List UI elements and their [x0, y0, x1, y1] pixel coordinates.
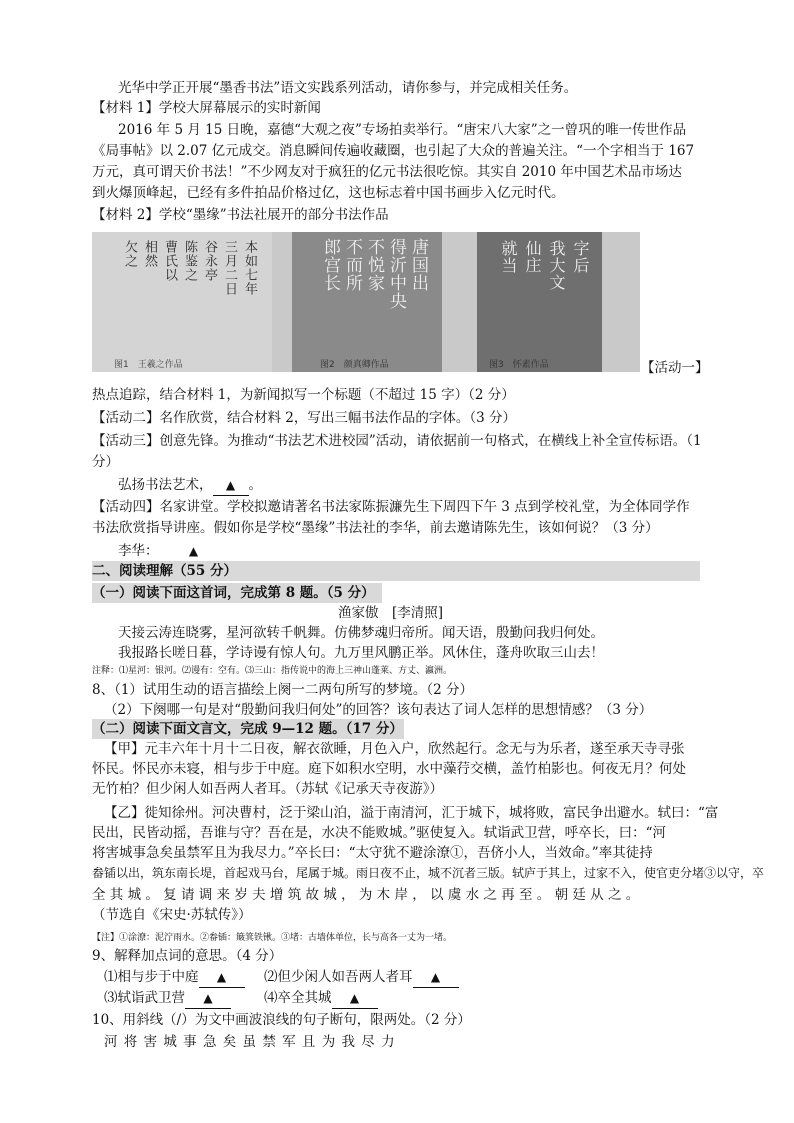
passage-jia-line: 怀民。怀民亦未寝，相与步于中庭。庭下如积水空明，水中藻荇交横，盖竹柏影也。何夜无月？何处 [92, 761, 686, 777]
answer-marker: ▲ [225, 478, 236, 492]
activity4-text: 书法欣赏指导讲座。假如你是学校“墨缘”书法社的李华，前去邀请陈先生，该如何说？（3 分） [92, 520, 659, 536]
calligraphy-column: 就当 [499, 240, 518, 274]
calligraphy-column: 谷永亭 [202, 240, 217, 282]
q9-item-1 [104, 967, 245, 988]
q9-item-text: ⑶轼诣武卫营 [104, 990, 185, 1006]
answer-marker: ▲ [203, 991, 213, 1005]
q9-item-text: ⑷卒全其城 [264, 990, 332, 1006]
answer-marker: ▲ [216, 970, 227, 984]
activity4-answer-blank[interactable] [159, 541, 229, 562]
calligraphy-column: 陈鉴之 [182, 240, 197, 282]
question-9: 9、解释加点词的意思。（4 分） [92, 948, 283, 964]
activity3-slogan [118, 475, 262, 496]
q9-answer-blank[interactable] [413, 967, 459, 988]
calligraphy-column: 仙庄 [523, 240, 542, 274]
calligraphy-column: 我大文 [547, 240, 566, 291]
poem-line: 天接云涛连晓雾，星河欲转千帆舞。仿佛梦魂归帝所。闻天语，殷勤问我归何处。 [118, 625, 604, 641]
calligraphy-column: 三月二日 [222, 240, 237, 296]
slogan-suffix: 。 [248, 477, 262, 493]
material1-line: 到火爆顶峰起，已经有多件拍品价格过亿，这也标志着中国书画步入亿元时代。 [92, 185, 565, 201]
passage-note: 【注】①涂潦：泥泞雨水。②畚锸：簸箕铁锹。③堵：古墙体单位，长与高各一丈为一堵。 [92, 933, 453, 943]
question-8-2: （2）下阕哪一句是对“殷勤问我归何处”的回答？该句表达了词人怎样的思想情感？（3 分） [104, 702, 653, 718]
activity1-text: 热点追踪，结合材料 1，为新闻拟写一个标题（不超过 15 字）（2 分） [92, 387, 515, 403]
calligraphy-column: 不而所 [342, 238, 362, 292]
calligraphy-column: 郎宫长 [320, 238, 340, 292]
activity1-label: 【活动一】 [641, 360, 709, 376]
calligraphy-column: 不悦家 [364, 238, 384, 292]
figure1-image [92, 232, 272, 372]
part2-heading: （二）阅读下面文言文，完成 9—12 题。（17 分） [92, 721, 403, 737]
figure2-caption: 图2 颜真卿作品 [320, 360, 389, 370]
figure2-image [292, 232, 442, 372]
speaker-label: 李华： [118, 543, 159, 559]
q9-item-4 [264, 988, 378, 1009]
material1-line: 《局事帖》以 2.07 亿元成交。消息瞬间传遍收藏圈，也引起了大众的普遍关注。“一个字相当于 167 [92, 143, 695, 159]
answer-marker: ▲ [188, 544, 199, 558]
passage-yi-line: 全 其 城 。 复 请 调 来 岁 夫 增 筑 故 城 ， 为 木 岸 ， 以 虞 水 之 再 至 。 朝 廷 从 之 。 [92, 887, 640, 903]
part1-heading: （一）阅读下面这首词，完成第 8 题。（5 分） [92, 583, 382, 603]
q9-item-text: ⑵但少闲人如吾两人者耳 [264, 969, 413, 985]
calligraphy-column: 得沂中央 [386, 238, 406, 310]
section2-heading: 二、阅读理解（55 分） [92, 561, 700, 581]
material2-title: 【材料 2】学校“墨缘”书法社展开的部分书法作品 [92, 207, 389, 223]
activity3-text: 【活动三】创意先锋。为推动“书法艺术进校园”活动，请依据前一句格式，在横线上补全宣传标语。（1 [92, 433, 702, 449]
calligraphy-column: 相然 [142, 240, 157, 268]
q9-item-3 [104, 988, 231, 1009]
q10-sentence: 河 将 害 城 事 急 矣 虽 禁 军 且 为 我 尽 力 [104, 1034, 396, 1050]
slogan-answer-blank[interactable] [213, 475, 249, 496]
poem-note: 注释：⑴星河：银河。⑵谩有：空有。⑶三山：指传说中的海上三神山蓬莱、方丈、瀛洲。 [92, 666, 453, 676]
passage-yi-line: 畚锸以出，筑东南长堤，首起戏马台，尾属于城。雨日夜不止，城不沉者三版。轼庐于其上，过家不入，使官吏分堵③以守，卒 [92, 866, 765, 880]
figure1-caption: 图1 王羲之作品 [114, 360, 183, 370]
passage-yi-line: 【乙】徙知徐州。河决曹村，泛于梁山泊，溢于南清河，汇于城下，城将败，富民争出避水。轼曰：“富 [104, 805, 719, 821]
poem-line: 我报路长嗟日暮，学诗谩有惊人句。九万里风鹏正举。风休住，蓬舟吹取三山去！ [118, 645, 604, 661]
calligraphy-column: 曹氏以 [162, 240, 177, 282]
q9-answer-blank[interactable] [185, 988, 231, 1009]
activity3-text: 分） [92, 454, 119, 470]
question-8-1: 8、（1）试用生动的语言描绘上阕一二两句所写的梦境。（2 分） [92, 682, 474, 698]
material1-line: 2016 年 5 月 15 日晚，嘉德“大观之夜”专场拍卖举行。“唐宋八大家”之一曾巩的唯一传世作品 [118, 122, 687, 138]
q9-answer-blank[interactable] [199, 967, 245, 988]
calligraphy-column: 欠之 [122, 240, 137, 268]
question-10: 10、用斜线（/）为文中画波浪线的句子断句，限两处。（2 分） [92, 1012, 471, 1028]
passage-jia-line: 无竹柏？但少闲人如吾两人者耳。（苏轼《记承天寺夜游》） [92, 781, 443, 797]
passage-jia-line: 【甲】元丰六年十月十二日夜，解衣欲睡，月色入户，欣然起行。念无与为乐者，遂至承天寺寻张 [104, 741, 685, 757]
poem-title: 渔家傲 [李清照] [338, 605, 444, 621]
passage-source: （节选自《宋史·苏轼传》） [92, 907, 252, 923]
figure3-image [477, 232, 602, 372]
answer-marker: ▲ [430, 970, 441, 984]
calligraphy-column: 唐国出 [408, 238, 428, 292]
activity4-answer [118, 541, 229, 562]
passage-yi-line: 将害城事急矣虽禁军且为我尽力。”卒长曰：“太守犹不避涂潦①，吾侪小人，当效命。”率其徒持 [92, 845, 653, 861]
q9-item-2 [264, 967, 459, 988]
slogan-prefix: 弘扬书法艺术， [118, 477, 213, 493]
q9-item-text: ⑴相与步于中庭 [104, 969, 199, 985]
material1-title: 【材料 1】学校大屏幕展示的实时新闻 [92, 100, 321, 116]
calligraphy-figure [92, 232, 640, 372]
passage-yi-line: 民出，民皆动摇，吾谁与守？吾在是，水决不能败城。”驱使复入。轼诣武卫营，呼卒长，曰：“河 [92, 825, 667, 841]
activity4-text: 【活动四】名家讲堂。学校拟邀请著名书法家陈振濂先生下周四下午 3 点到学校礼堂，为全体同学作 [92, 499, 690, 515]
q9-answer-blank[interactable] [332, 988, 378, 1009]
material1-line: 万元，真可谓天价书法！”不少网友对于疯狂的亿元书法很吃惊。其实自 2010 年中国艺术品市场达 [92, 164, 682, 180]
calligraphy-column: 本如七年 [242, 240, 257, 296]
answer-marker: ▲ [349, 991, 360, 1005]
calligraphy-column: 字后 [571, 240, 590, 274]
activity2-text: 【活动二】名作欣赏，结合材料 2，写出三幅书法作品的字体。（3 分） [92, 410, 517, 426]
figure3-caption: 图3 怀素作品 [489, 360, 549, 370]
intro-text: 光华中学正开展“墨香书法”语文实践系列活动，请你参与，并完成相关任务。 [118, 80, 578, 96]
